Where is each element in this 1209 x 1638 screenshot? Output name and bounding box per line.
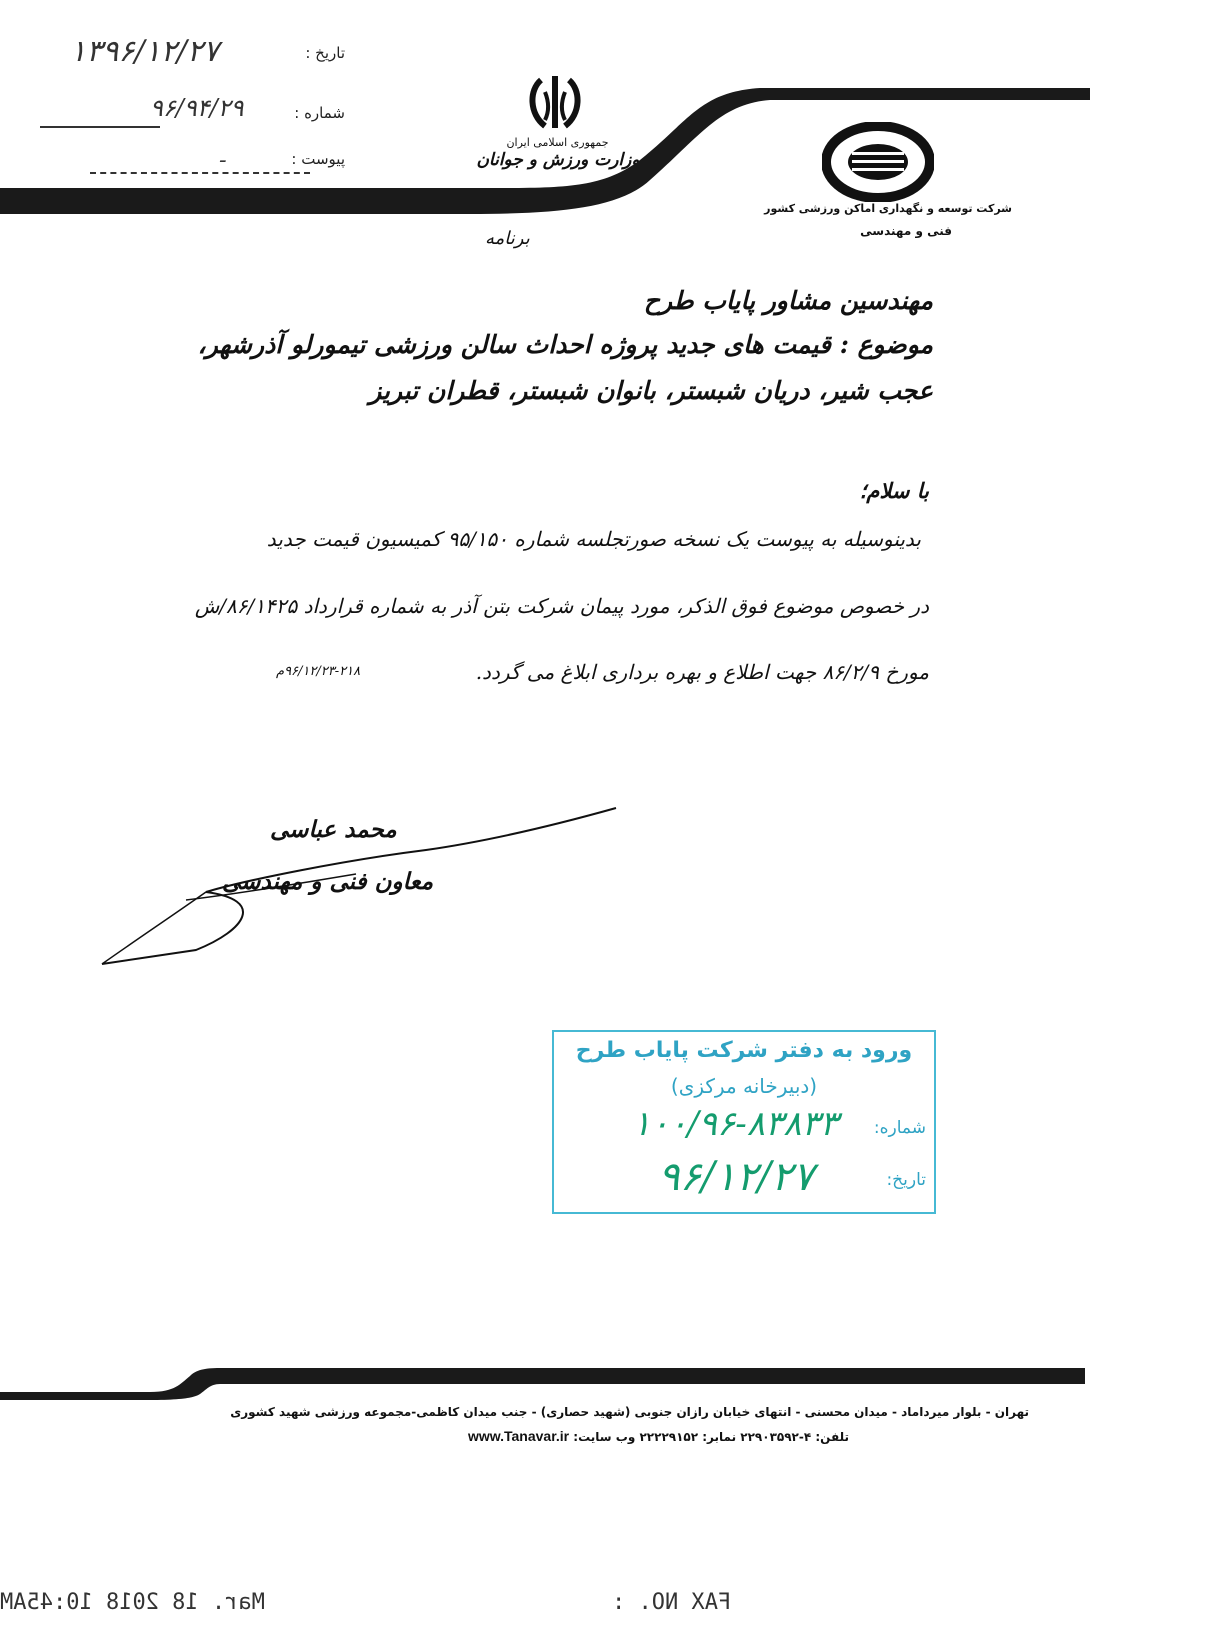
- greeting: با سلام؛: [859, 478, 929, 503]
- footer-address: تهران - بلوار میرداماد - میدان محسنی - انتهای خیابان رازان جنوبی (شهید حصاری) - جنب میدان کاظمی-مجموعه ورزشی شهید کشوری: [230, 1405, 1029, 1419]
- signer-name: محمد عباسی: [270, 816, 397, 843]
- subject-line2: عجب شیر، دریان شبستر، بانوان شبستر، قطران تبریز: [369, 376, 933, 405]
- signer-title: معاون فنی و مهندسی: [222, 868, 434, 895]
- number-label: شماره :: [294, 104, 345, 122]
- recipient: مهندسین مشاور پایاب طرح: [643, 286, 933, 315]
- body-line3: مورخ ۸۶/۲/۹ جهت اطلاع و بهره برداری ابلاغ می گردد.: [475, 660, 929, 684]
- ministry-line1: جمهوری اسلامی ایران: [506, 136, 609, 149]
- fax-timestamp: Mar. 18 2018 10:45AM: [0, 1590, 265, 1615]
- company-line1: شرکت توسعه و نگهداری اماکن ورزشی کشور: [764, 202, 1012, 215]
- handwritten-note: برنامه: [485, 228, 530, 249]
- ministry-line2: وزارت ورزش و جوانان: [476, 150, 640, 170]
- fax-number: FAX NO. :: [612, 1590, 732, 1615]
- stamp-title: ورود به دفتر شرکت پایاب طرح: [575, 1038, 913, 1063]
- ref-note: ۹۶/۱۲/۲۳-۲۱۸م: [276, 664, 361, 679]
- attachment-value: ـ: [220, 146, 226, 167]
- footer-website: www.Tanavar.ir: [467, 1428, 570, 1444]
- received-stamp: [552, 1030, 936, 1214]
- footer-phone: تلفن: ۴-۲۲۹۰۳۵۹۲ نمابر: ۲۲۲۲۹۱۵۲ وب سایت:: [573, 1430, 849, 1444]
- body-line1: بدینوسیله به پیوست یک نسخه صورتجلسه شماره ۹۵/۱۵۰ کمیسیون قیمت جدید: [266, 527, 921, 551]
- footer-contact: [468, 1428, 849, 1444]
- stamp-number-label: شماره:: [873, 1118, 926, 1138]
- subject-line1: موضوع : قیمت های جدید پروژه احداث سالن ورزشی تیمورلو آذرشهر،: [197, 330, 933, 359]
- body-line2: در خصوص موضوع فوق الذکر، مورد پیمان شرکت بتن آذر به شماره قرارداد ۸۶/۱۴۲۵/ش: [194, 594, 929, 618]
- attachment-label: پیوست :: [291, 150, 345, 168]
- stamp-number-value: ۱۰۰/۹۶-۸۳۸۳۳: [632, 1104, 838, 1144]
- stamp-subtitle: (دبیرخانه مرکزی): [670, 1074, 818, 1098]
- date-label: تاریخ :: [305, 44, 345, 62]
- stamp-date-value: ۹۶/۱۲/۲۷: [658, 1154, 814, 1200]
- handwritten-signature: [96, 800, 626, 970]
- stamp-date-label: تاریخ:: [886, 1170, 926, 1190]
- number-value: ۹۶/۹۴/۲۹: [150, 94, 244, 122]
- footer-band: [0, 1362, 1209, 1402]
- letterhead-band: [0, 80, 1209, 230]
- company-line2: فنی و مهندسی: [860, 224, 952, 238]
- date-row: [40, 34, 345, 74]
- date-value: ۱۳۹۶/۱۲/۲۷: [70, 34, 220, 69]
